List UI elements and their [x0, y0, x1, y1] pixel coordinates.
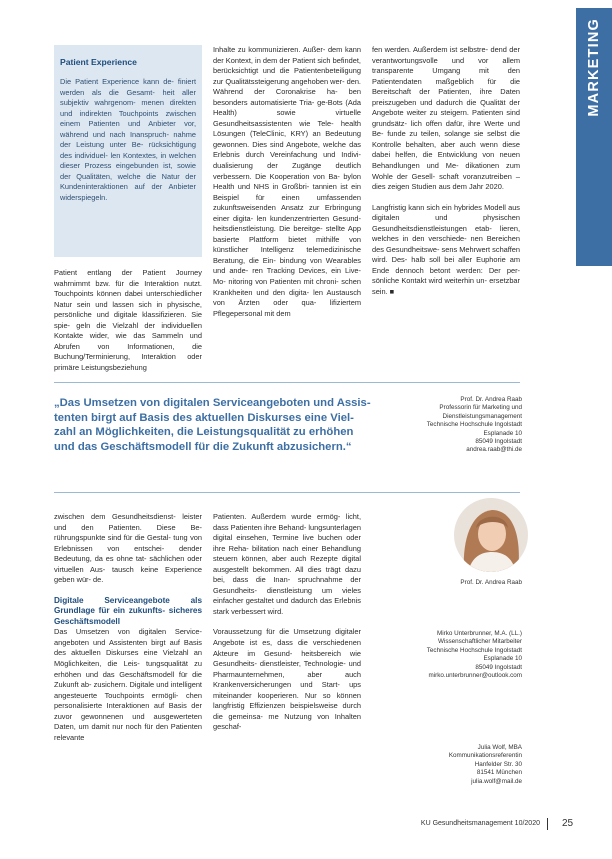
info-box-title: Patient Experience — [60, 57, 137, 67]
page-number: 25 — [562, 818, 574, 829]
column-2-top — [213, 45, 361, 319]
column-1-bottom — [54, 512, 202, 743]
column-3-top — [372, 45, 520, 298]
paragraph: zwischen dem Gesundheitsdienst- leister und den Patienten. Diese Be- rührungspunkte sind für die Gestal- tung von Erlebnissen von entschei- dender Bedeutung, da es ohne tat- sächlichen oder virtuellen Aus- tausch keine Experience geben wür- de. — [54, 512, 202, 585]
paragraph: fen werden. Außerdem ist selbstre- dend der verantwortungsvolle und vor allem transparente Umgang mit den Patientendaten maßgeblich für die Bereitschaft der Patienten, ihre Daten preiszugeben und dadurch die Qualität der Angebote weiter zu steigern. Patienten sind grundsätz- lich offen dafür, ihre Werte und Be- funde zu teilen, solange sie selbst die Kontrolle behalten, aber auch wenn diese dabei helfen, die Entwicklung von neuen Behandlungen und Me- dikationen zum Wohle der Gesell- schaft voranzutreiben – dies zeigen Studien aus dem Jahr 2020. — [372, 45, 520, 192]
paragraph: Patient entlang der Patient Journey wahrnimmt bzw. für die Interaktion nutzt. Touchpoints können dabei unterschiedlicher Natur sein und lassen sich in physische, persönliche und digitale klassifizieren. Sie spie- geln die Vielzahl der individuellen Kontakte wider, wie das Sammeln und Abrufen von Informationen, die Buchung/Terminierung, Interaktion oder primäre Leistungsbeziehung — [54, 268, 202, 372]
address-line: Technische Hochschule Ingolstadt — [426, 646, 522, 654]
email-link[interactable]: mirko.unterbrunner@outlook.com — [428, 672, 522, 680]
address-line: Technische Hochschule Ingolstadt — [426, 421, 522, 429]
address-line: 81541 München — [476, 769, 522, 777]
address-line: Dienstleistungsmanagement — [442, 412, 522, 420]
address-line: 85049 Ingolstadt — [475, 663, 522, 671]
address-line: 85049 Ingolstadt — [475, 438, 522, 446]
section-tab — [576, 8, 612, 266]
section-tab-label: MARKETING — [586, 18, 602, 117]
paragraph: Das Umsetzen von digitalen Service- angeboten und Assistenten birgt auf Basis des aktuellen Diskurses eine Vielzahl an Möglichkeiten, die Leis- tungsqualität zu erhöhen und das Geschäftsmodell für die Zukunft ab- zusichern. Digitale und intelligent angesteuerte Touchpoints ermögli- chen personalisierte Interaktionen auf Basis der zuvor gewonnenen und ausgewerteten Daten, um damit nur noch für den Patienten relevante — [54, 627, 202, 742]
author-1-contact — [380, 396, 522, 455]
address-line: Wissenschaftlicher Mitarbeiter — [438, 638, 522, 646]
quote-rule-bottom — [54, 492, 520, 493]
author-3-contact — [380, 744, 522, 786]
address-line: Professorin für Marketing und — [439, 404, 522, 412]
address-line: Hanfelder Str. 30 — [474, 760, 522, 768]
author-name: Prof. Dr. Andrea Raab — [460, 396, 522, 403]
address-line: Esplanade 10 — [483, 429, 522, 437]
address-line: Kommunikationsreferentin — [448, 752, 522, 760]
section-subheading: Digitale Serviceangebote als Grundlage für ein zukunfts- sicheres Geschäftsmodell — [54, 595, 202, 626]
photo-caption: Prof. Dr. Andrea Raab — [460, 579, 522, 586]
footer-journal: KU Gesundheitsmanagement 10/2020 — [420, 820, 540, 827]
address-line: Esplanade 10 — [483, 655, 522, 663]
info-box-body: Die Patient Experience kann de- finiert werden als die Gesamt- heit aller subjektiv wahrgenom- menen direkten und indirekten Touchpoints zwischen einem Patienten und Anbieter vor, während und nach Inanspruch- nahme der Leistung unter Be- rücksichtigung des individuel- len Kontextes, in welchen dieser Prozess eingebunden ist, sowie der Qualitäten, welche die Natur der Kundeninteraktionen auf der Anbieter widerspiegeln. — [60, 77, 196, 203]
author-name: Mirko Unterbrunner, M.A. (LL.) — [436, 630, 522, 637]
paragraph: Langfristig kann sich ein hybrides Modell aus digitalen und physischen Gesundheitsdienstleistungen etab- lieren, welches in den verschiede- nen Bereichen des Gesundheitswe- sens Mehrwert schaffen wird. Des- halb soll bei aller Euphorie am Ende dennoch betont werden: Der per- sönliche Kontakt wird weiterhin un- ersetzbar sein. ■ — [372, 202, 520, 297]
author-2-contact — [380, 630, 522, 680]
quote-rule-top — [54, 382, 520, 383]
author-photo — [454, 498, 528, 572]
email-link[interactable]: julia.wolf@mail.de — [471, 777, 522, 785]
paragraph: Voraussetzung für die Umsetzung digitaler Angebote ist es, dass die verschiedenen Akteure im Gesund- heitsbereich wie Gesundheits- dienstleister, Technologie- und Pharmaunternehmen, aber auch Krankenversicherungen und Start- ups miteinander kooperieren. Nur so können langfristig Effizienzen beispielsweise durch die gemeinsa- me Nutzung von Inhalten geschaf- — [213, 627, 361, 732]
info-box — [54, 45, 202, 257]
email-link[interactable]: andrea.raab@thi.de — [466, 446, 522, 454]
column-2-bottom — [213, 512, 361, 733]
author-name: Julia Wolf, MBA — [477, 744, 522, 751]
footer-divider — [547, 818, 548, 830]
paragraph: Patienten. Außerdem wurde ermög- licht, dass Patienten ihre Behand- lungsunterlagen digital einsehen, Termine live buchen oder ihre Reha- bilitation nach einer Behandlung steuern können, aber auch Rezepte digital ausgestellt bekommen. All dies trägt dazu bei, dass die Inan- spruchnahme der Gesundheits- dienstleistung um vieles einfacher gestaltet und dadurch das Erlebnis stark verbessert wird. — [213, 512, 361, 616]
pull-quote: „Das Umsetzen von digitalen Serviceangeboten und Assis- tenten birgt auf Basis des aktuellen Diskurses eine Viel- zahl an Möglichkeiten, die Leistungsqualität zu erhöhen und das Geschäftsmodell für die Zukunft abzusichern.“ — [54, 397, 371, 453]
column-1-top — [54, 268, 202, 373]
paragraph: Inhalte zu kommunizieren. Außer- dem kann der Kontext, in dem der Patient sich befindet, berücksichtigt und die Patientenbeteiligung zur Qualitätssteigerung angehoben wer- den. Während der Coronakrise ha- ben besonders automatisierte Tria- ge-Bots (Ada Health) sowie virtuelle Gesundheitsassistenten wie Tele- health Lösungen (TeleClinic, KRY) an Bedeutung gewonnen. Dies sind Angebote, welche das Erlebnis durch Vereinfachung und Indivi- dualisierung der Zugänge deutlich verbessern. Die Kooperation von Ba- bylon Health und NHS in Großbri- tannien ist ein Beispiel für einen umfassenden zukunftsweisenden Ansatz zur Erbringung einer digita- len kundenzentrierten Gesund- heitsdienstleistung. Die bereitge- stellte App basierte Plattform bietet mithilfe von künstlicher Intelligenz telemedizinische Beratung, die Ein- bindung von Wearables und ande- ren Tracking Devices, ein Live-Mo- nitoring von Patienten mit chroni- schen Krankheiten und den digita- len Austausch von Ärzten oder qua- lifiziertem Pflegepersonal mit dem — [213, 45, 361, 318]
